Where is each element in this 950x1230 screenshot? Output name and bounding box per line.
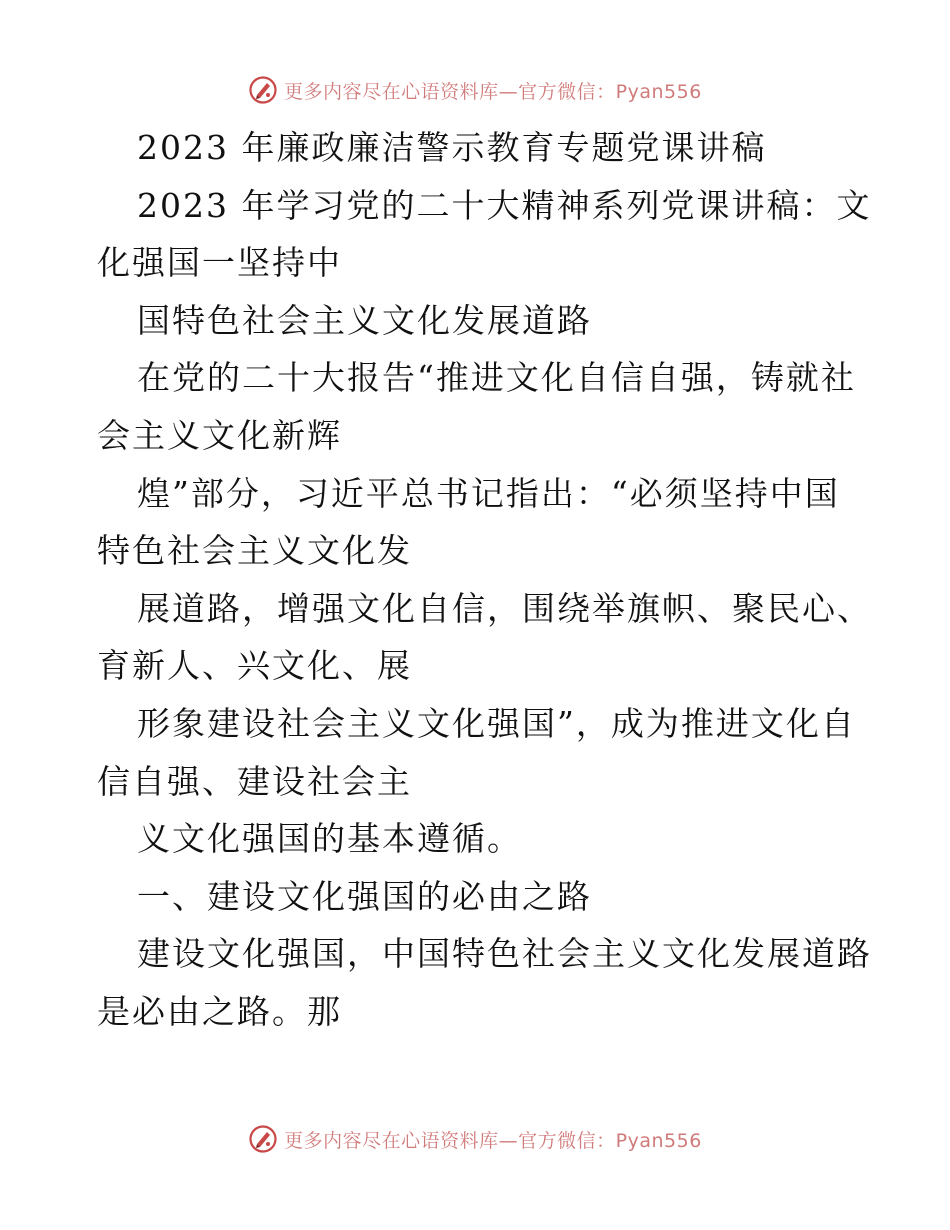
document-line: 会主义文化新辉 [97,415,342,455]
pen-seal-logo-icon [248,75,278,105]
document-line: 2023 年学习党的二十大精神系列党课讲稿：文 [137,185,872,225]
document-line: 在党的二十大报告“推进文化自信自强，铸就社 [137,358,856,398]
document-line: 展道路，增强文化自信，围绕举旗帜、聚民心、 [137,588,872,628]
document-line: 特色社会主义文化发 [97,531,412,571]
document-line: 国特色社会主义文化发展道路 [137,300,592,340]
pen-seal-logo-icon [248,1124,278,1154]
document-line: 育新人、兴文化、展 [97,646,412,686]
watermark-text: 更多内容尽在心语资料库—官方微信：Pyan556 [284,80,702,103]
document-line: 2023 年廉政廉洁警示教育专题党课讲稿 [137,128,767,167]
document-line: 义文化强国的基本遵循。 [137,819,522,859]
document-line: 建设文化强国，中国特色社会主义文化发展道路 [137,934,872,974]
document-line: 形象建设社会主义文化强国”，成为推进文化自 [137,703,856,743]
footer-watermark [0,1121,950,1157]
section-heading: 一、建设文化强国的必由之路 [137,876,592,916]
document-line: 煌”部分，习近平总书记指出：“必须坚持中国 [137,473,840,513]
document-line: 信自强、建设社会主 [97,761,412,801]
watermark-text: 更多内容尽在心语资料库—官方微信：Pyan556 [284,1129,702,1152]
document-line: 是必由之路。那 [97,991,342,1031]
document-line: 化强国一坚持中 [97,243,342,283]
document-body [97,119,872,1041]
header-watermark [0,72,950,108]
